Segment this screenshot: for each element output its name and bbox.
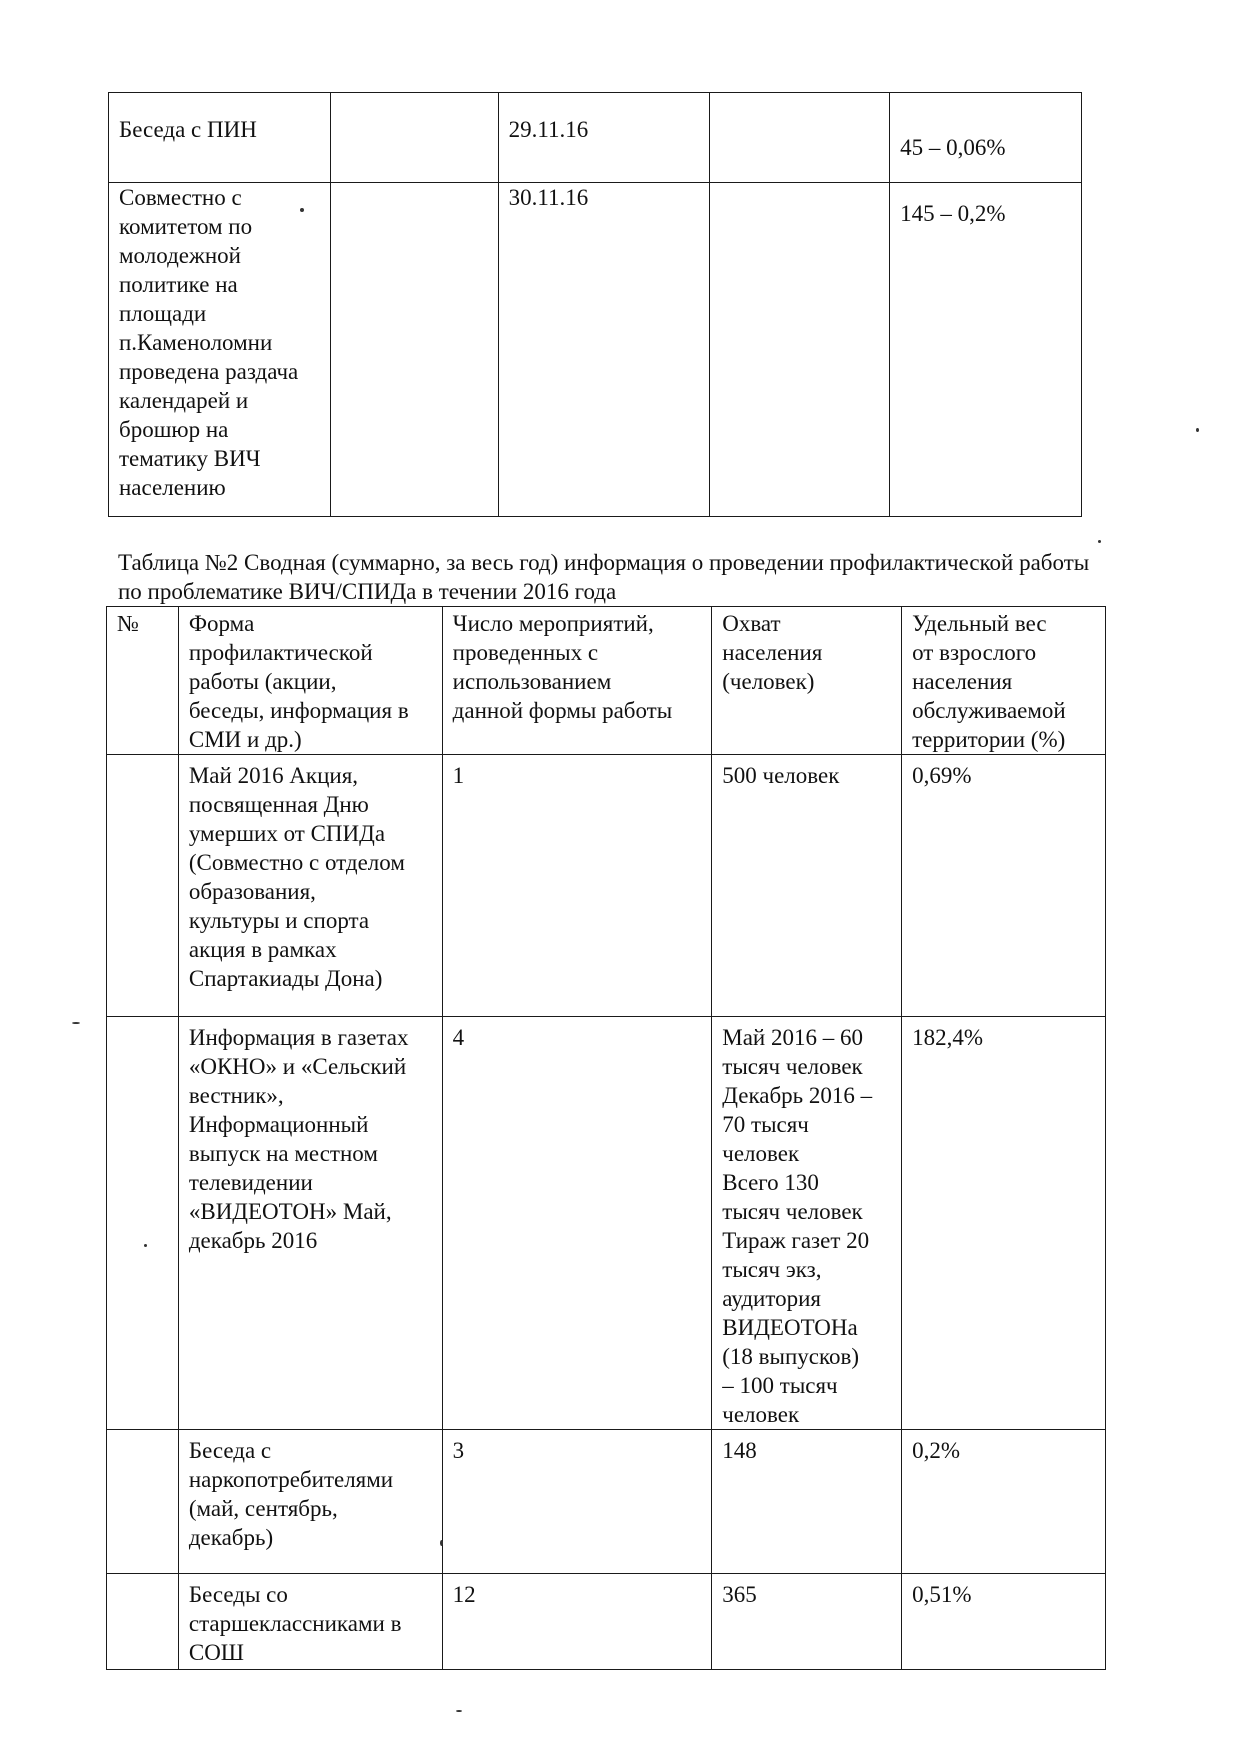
form-cell: Информация в газетах «ОКНО» и «Сельский вестник», Информационный выпуск на местном телевидении «ВИДЕОТОН» Май, декабрь 2016 — [178, 1017, 442, 1430]
scan-speck — [1098, 540, 1101, 543]
table-row — [109, 93, 1082, 183]
coverage-cell — [890, 183, 1082, 517]
scan-speck — [72, 1022, 80, 1024]
table-row — [107, 1017, 1106, 1430]
date-cell — [498, 183, 710, 517]
coverage-cell: 148 — [712, 1430, 902, 1574]
table2-caption: Таблица №2 Сводная (суммарно, за весь год) информация о проведении профилактической работы по проблематике ВИЧ/СПИДа в течении 2016 года — [118, 550, 1090, 604]
share-cell: 182,4% — [902, 1017, 1106, 1430]
empty-cell — [330, 183, 498, 517]
share-cell: 0,51% — [902, 1574, 1106, 1670]
count-cell: 3 — [442, 1430, 712, 1574]
scan-speck — [144, 1244, 147, 1247]
scan-speck — [456, 1710, 462, 1712]
header-form: Форма профилактической работы (акции, беседы, информация в СМИ и др.) — [178, 607, 442, 755]
form-cell: Беседа с наркопотребителями (май, сентябрь, декабрь) — [178, 1430, 442, 1574]
empty-cell — [710, 93, 890, 183]
table-row — [107, 1430, 1106, 1574]
coverage-cell: 500 человек — [712, 755, 902, 1017]
table-row — [107, 1574, 1106, 1670]
count-cell: 12 — [442, 1574, 712, 1670]
header-number: № — [107, 607, 179, 755]
coverage-text: 145 – 0,2% — [900, 201, 1006, 226]
share-cell: 0,69% — [902, 755, 1106, 1017]
coverage-cell — [890, 93, 1082, 183]
event-text: Беседа с ПИН — [119, 117, 257, 142]
table-row — [109, 183, 1082, 517]
table-row — [107, 755, 1106, 1017]
empty-cell — [710, 183, 890, 517]
events-table-continued — [108, 92, 1082, 517]
scan-speck — [1196, 428, 1199, 432]
header-count: Число мероприятий, проведенных с использованием данной формы работы — [442, 607, 712, 755]
summary-table — [106, 606, 1106, 1670]
coverage-text: 45 – 0,06% — [900, 135, 1006, 160]
empty-cell — [330, 93, 498, 183]
header-coverage: Охват населения (человек) — [712, 607, 902, 755]
header-share: Удельный вес от взрослого населения обслуживаемой территории (%) — [902, 607, 1106, 755]
scan-speck — [440, 1540, 443, 1546]
date-cell — [498, 93, 710, 183]
coverage-cell: Май 2016 – 60 тысяч человек Декабрь 2016 – 70 тысяч человек Всего 130 тысяч человек Тираж газет 20 тысяч экз, аудитория ВИДЕОТОНа (18 выпусков) – 100 тысяч человек — [712, 1017, 902, 1430]
event-text: Совместно с комитетом по молодежной политике на площади п.Каменоломни проведена раздача календарей и брошюр на тематику ВИЧ населению — [119, 185, 299, 500]
number-cell — [107, 1574, 179, 1670]
number-cell — [107, 1430, 179, 1574]
share-cell: 0,2% — [902, 1430, 1106, 1574]
event-cell — [109, 93, 331, 183]
date-text: 30.11.16 — [508, 185, 589, 210]
date-text: 29.11.16 — [508, 117, 589, 142]
event-cell — [109, 183, 331, 517]
scan-speck — [300, 208, 304, 212]
form-cell: Беседы со старшеклассниками в СОШ — [178, 1574, 442, 1670]
count-cell: 1 — [442, 755, 712, 1017]
number-cell — [107, 755, 179, 1017]
number-cell — [107, 1017, 179, 1430]
count-cell: 4 — [442, 1017, 712, 1430]
coverage-cell: 365 — [712, 1574, 902, 1670]
form-cell: Май 2016 Акция, посвященная Дню умерших от СПИДа (Совместно с отделом образования, культуры и спорта акция в рамках Спартакиады Дона) — [178, 755, 442, 1017]
table-header-row — [107, 607, 1106, 755]
